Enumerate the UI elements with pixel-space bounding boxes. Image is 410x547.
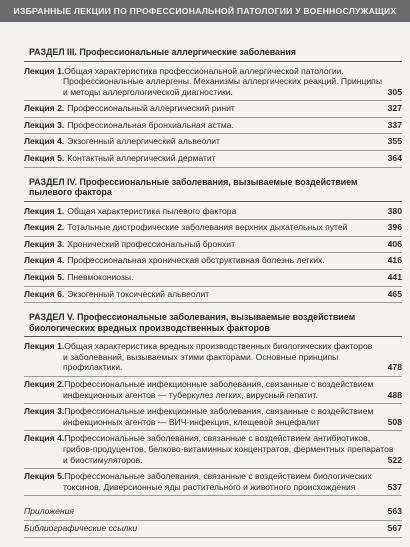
appendix-title: Приложения: [24, 506, 75, 517]
lecture-number: Лекция 3.: [24, 119, 65, 130]
lecture-title: Профессиональная хроническая обструктивная болезнь легких.: [67, 255, 325, 266]
toc-entry[interactable]: [24, 432, 402, 469]
lecture-title-line: Общая характеристика вредных производственных биологических факторов: [64, 341, 373, 352]
page-number: 465: [387, 288, 402, 299]
lecture-title-line: Профессиональные инфекционные заболевания, связанные с воздействием: [64, 406, 374, 417]
page-number: 380: [387, 205, 402, 216]
lecture-title-line: и методы аллергологической диагностики.: [63, 86, 233, 97]
lecture-title-line: и биостимуляторов.: [63, 454, 143, 465]
toc-entry[interactable]: [24, 470, 402, 496]
entry-first-line: [24, 66, 402, 77]
page-number: 537: [387, 481, 402, 492]
lecture-number: Лекция 5.: [24, 153, 65, 164]
toc-entry-appendix[interactable]: [24, 505, 402, 521]
lecture-number: Лекция 3.: [24, 406, 65, 417]
entry-middle-line: Профессиональные аллергены. Механизмы аллергических реакций. Принципы: [63, 76, 382, 87]
lecture-title-line: Профессиональные инфекционные заболевания, связанные с воздействием: [64, 379, 374, 389]
running-header: ИЗБРАННЫЕ ЛЕКЦИИ ПО ПРОФЕССИОНАЛЬНОЙ ПАТОЛОГИИ У ВОЕННОСЛУЖАЩИХ: [0, 0, 410, 22]
lecture-number: Лекция 2.: [24, 103, 65, 114]
toc-entry[interactable]: [24, 205, 402, 221]
lecture-number: Лекция 3.: [24, 238, 65, 249]
entry-last-line: [24, 352, 402, 373]
page-number: 441: [387, 272, 402, 283]
lecture-number: Лекция 1.: [24, 341, 65, 352]
lecture-title-line: инфекционных агентов — ВИЧ-инфекция, клещевой энцефалит: [63, 416, 320, 427]
lecture-title: Контактный аллергический дерматит: [67, 153, 216, 164]
lecture-title-line: Профессиональные заболевания, связанные с воздействием биологических: [64, 471, 372, 482]
section-title: РАЗДЕЛ IV. Профессиональные заболевания, вызываемые воздействием пылевого фактора: [29, 176, 358, 198]
toc-entry[interactable]: [24, 102, 402, 118]
page-number: 563: [387, 506, 402, 517]
lecture-number: Лекция 5.: [24, 272, 65, 283]
section-divider: [24, 336, 402, 337]
entry-first-line: [24, 471, 402, 482]
lecture-number: Лекция 5.: [24, 471, 65, 482]
section-title: РАЗДЕЛ III. Профессиональные аллергические заболевания: [29, 47, 296, 57]
lecture-number: Лекция 1.: [24, 65, 65, 76]
toc-entry[interactable]: [24, 405, 402, 431]
toc-entry[interactable]: [24, 119, 402, 135]
page-number: 305: [387, 86, 402, 97]
entry-first-line: [24, 379, 402, 390]
toc-entry[interactable]: [24, 238, 402, 254]
lecture-number: Лекция 4.: [24, 136, 65, 147]
page-number: 396: [387, 222, 402, 233]
lecture-title: Профессиональная бронхиальная астма.: [67, 119, 234, 130]
entry-last-line: [24, 390, 402, 401]
page-number: 355: [387, 136, 402, 147]
entry-first-line: [24, 406, 402, 417]
page-number: 567: [387, 522, 402, 533]
page-number: 364: [387, 153, 402, 164]
page-number: 508: [387, 416, 402, 427]
appendix-title: Библиографические ссылки: [24, 522, 138, 533]
lecture-title: Профессиональный аллергический ринит: [67, 103, 235, 114]
entry-last-line: [24, 417, 402, 428]
toc-section: [24, 312, 402, 496]
lecture-number: Лекция 2.: [24, 222, 65, 233]
lecture-number: Лекция 1.: [24, 205, 65, 216]
lecture-title: Экзогенный аллергический альвеолит: [67, 136, 220, 147]
toc-entry[interactable]: [24, 65, 402, 102]
section-divider: [24, 61, 402, 62]
toc-entry[interactable]: [24, 221, 402, 237]
page-number: 488: [387, 389, 402, 400]
toc-section: [24, 47, 402, 168]
entry-last-line: [24, 87, 402, 98]
toc-entry[interactable]: [24, 271, 402, 287]
lecture-title-line: и заболеваний, вызываемых этими факторами. Основные принципы профилактики.: [63, 351, 339, 373]
toc-entry-appendix[interactable]: [24, 522, 402, 538]
entry-last-line: [24, 482, 402, 493]
entry-first-line: [24, 433, 402, 444]
section-divider: [24, 201, 402, 202]
lecture-title: Хронический профессиональный бронхит: [67, 238, 236, 249]
lecture-title: Экзогенный токсический альвеолит: [67, 288, 210, 299]
section-title: РАЗДЕЛ V. Профессиональные заболевания, вызываемые воздействием биологических вредных производственных факторов: [29, 312, 356, 333]
page-number: 337: [387, 119, 402, 130]
toc-entry[interactable]: [24, 254, 402, 270]
lecture-title: Пневмокониозы.: [67, 272, 134, 283]
lecture-number: Лекция 4.: [24, 433, 65, 444]
lecture-title: Тотальные дистрофические заболевания верхних дыхательных путей: [67, 222, 348, 233]
toc-entry[interactable]: [24, 340, 402, 377]
lecture-title-line: Общая характеристика профессиональной аллергической патологии.: [64, 65, 344, 76]
toc-entry[interactable]: [24, 135, 402, 151]
page-number: 416: [387, 255, 402, 266]
entry-last-line: [24, 455, 402, 466]
entry-middle-line: грибов-продуцентов, белково-витаминных концентратов, ферментных препаратов: [63, 443, 394, 454]
lecture-number: Лекция 4.: [24, 255, 65, 266]
lecture-number: Лекция 2.: [24, 379, 65, 389]
lecture-number: Лекция 6.: [24, 288, 65, 299]
lecture-title: Общая характеристика пылевого фактора: [67, 205, 237, 216]
appendix-section: [24, 505, 402, 537]
page-number: 327: [387, 103, 402, 114]
toc-entry[interactable]: [24, 378, 402, 404]
table-of-contents: [24, 47, 402, 547]
lecture-title-line: инфекционных агентов — туберкулез легких, вирусный гепатит.: [63, 389, 318, 400]
page-number: 406: [387, 238, 402, 249]
toc-entry[interactable]: [24, 288, 402, 304]
page-number: 522: [387, 454, 402, 465]
lecture-title-line: Профессиональные заболевания, связанные с воздействием антибиотиков,: [64, 433, 371, 444]
page-number: 478: [387, 362, 402, 373]
entry-first-line: [24, 341, 402, 352]
lecture-title-line: токсинов. Диверсионные яды растительного и животного происхождения: [63, 481, 356, 492]
toc-section: [24, 177, 402, 304]
toc-entry[interactable]: [24, 152, 402, 168]
